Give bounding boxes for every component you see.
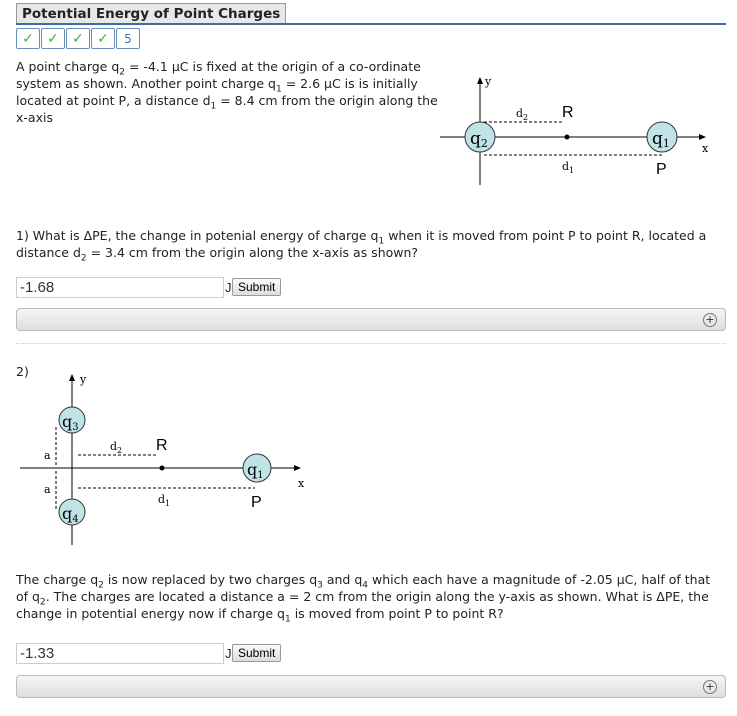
page-title: Potential Energy of Point Charges [16, 3, 286, 24]
svg-text:y: y [80, 373, 87, 386]
part-3-check-icon[interactable]: ✓ [66, 28, 90, 49]
hint-accordion-2[interactable] [16, 675, 726, 698]
point-r-label: R [562, 104, 574, 121]
question-1-text: 1) What is ΔPE, the change in potenial energy of charge $q_1$ when it is moved from point P to point R, located a distance $d_2 = 3.4$ cm from the origin along the x-axis as shown? [16, 228, 707, 264]
svg-text:P: P [251, 494, 262, 511]
x-axis-label: x [702, 142, 709, 155]
point-p-label: P [656, 161, 667, 178]
svg-text:a: a [44, 449, 51, 462]
question-progress [16, 28, 141, 49]
diagram-1 [440, 60, 737, 200]
q1-label: q1 [652, 129, 670, 150]
question-2-label: 2) [16, 364, 29, 379]
submit-1-button[interactable]: Submit [232, 278, 281, 296]
svg-text:x: x [298, 477, 305, 490]
question-2-text: The charge $q_2$ is now replaced by two charges $q_3$ and $q_4$ which each have a magnitude of -2.05 μC, half of that of $q_2$. The charges are located a distance a = 2 cm from the origin along the y-axis as shown. What is ΔPE, the change in potential energy now if charge $q_1$ is moved from point P to point R? [16, 572, 711, 625]
d2-label: $d_2$ [516, 107, 529, 122]
y-axis-label: y [485, 75, 492, 88]
intro-text: A point charge $q_2 = -4.1$ μC is fixed at the origin of a co-ordinate system as shown. Another point charge $q_1 = 2.6$ μC is is initially located at point P, a distance $d_1 = 8.4$ cm from the origin along the x-axis [16, 59, 438, 125]
svg-text:q1: q1 [247, 460, 264, 481]
svg-text:q3: q3 [62, 412, 79, 433]
submit-2-button[interactable]: Submit [232, 644, 281, 662]
hint-accordion-1[interactable] [16, 308, 726, 331]
title-underline [16, 23, 726, 25]
expand-icon[interactable]: + [703, 680, 717, 694]
svg-text:R: R [156, 437, 168, 454]
answer-1-input[interactable]: -1.68 [16, 277, 224, 298]
svg-text:d2: $d_2$ [110, 440, 123, 455]
svg-text:d1: $d_1$ [158, 493, 171, 508]
part-1-check-icon[interactable]: ✓ [16, 28, 40, 49]
q2-label: q2 [470, 129, 488, 150]
expand-icon[interactable]: + [703, 313, 717, 327]
diagram-2 [20, 365, 320, 550]
divider [16, 343, 726, 344]
answer-2-unit: J [225, 646, 232, 661]
svg-text:a: a [44, 483, 51, 496]
part-2-check-icon[interactable]: ✓ [41, 28, 65, 49]
answer-1-unit: J [225, 280, 232, 295]
svg-text:q4: q4 [62, 504, 79, 525]
answer-2-input[interactable]: -1.33 [16, 643, 224, 664]
part-4-check-icon[interactable]: ✓ [91, 28, 115, 49]
d1-label: $d_1$ [562, 160, 575, 175]
part-5-button[interactable]: 5 [116, 28, 140, 49]
